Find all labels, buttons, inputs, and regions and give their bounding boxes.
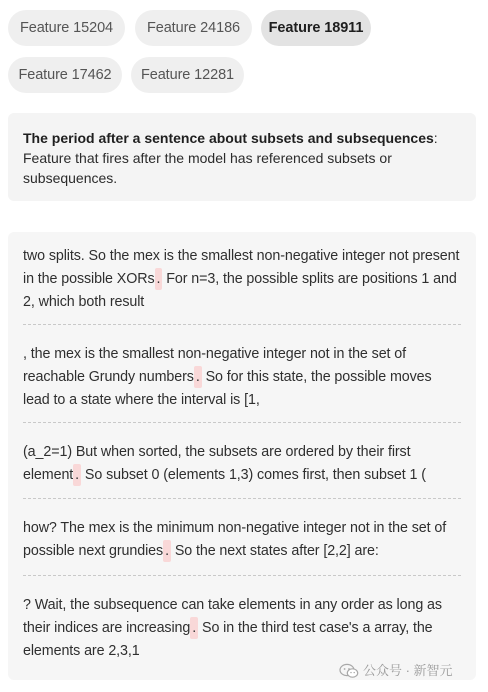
example-text-before: , the mex is the smallest non-negative integer not in the set of reachable Grundy numbers — [23, 346, 407, 385]
tab-feature-24186[interactable]: Feature 24186 — [135, 10, 252, 46]
example-text-before: (a_2=1) But when sorted, the subsets are ordered by their first element — [23, 444, 411, 483]
example-text-before: how? The mex is the minimum non-negative integer not in the set of possible next grundies — [23, 520, 447, 559]
feature-title: The period after a sentence about subsets and subsequences — [23, 130, 434, 146]
activation-examples — [8, 232, 476, 680]
feature-description: Feature that fires after the model has referenced subsets or subsequences. — [23, 150, 392, 186]
watermark — [339, 660, 453, 682]
example-divider — [23, 575, 461, 576]
example-text-before: ? Wait, the subsequence can take elements in any order as long as their indices are increasing — [23, 597, 442, 636]
tab-feature-12281[interactable]: Feature 12281 — [131, 57, 244, 93]
example-item — [23, 594, 461, 663]
example-text-after: So for this state, the possible moves lead to a state where the interval is [1, — [23, 369, 432, 408]
highlighted-token: . — [163, 540, 171, 562]
example-item — [23, 441, 461, 487]
highlighted-token: . — [73, 464, 81, 486]
example-text-after: So in the third test case's a array, the elements are 2,3,1 — [23, 620, 433, 659]
example-divider — [23, 498, 461, 499]
example-divider — [23, 324, 461, 325]
example-text-after: For n=3, the possible splits are positions 1 and 2, which both result — [23, 271, 457, 310]
feature-description-card — [8, 113, 476, 201]
example-item — [23, 245, 461, 314]
example-item — [23, 517, 461, 563]
example-divider — [23, 422, 461, 423]
feature-title-separator: : — [433, 130, 438, 146]
highlighted-token: . — [190, 617, 198, 639]
watermark-text: 公众号 · 新智元 — [363, 663, 453, 678]
highlighted-token: . — [155, 268, 163, 290]
highlighted-token: . — [194, 366, 202, 388]
tab-feature-17462[interactable]: Feature 17462 — [8, 57, 122, 93]
example-text-before: two splits. So the mex is the smallest non-negative integer not present in the possible XORs — [23, 248, 460, 287]
example-item — [23, 343, 461, 412]
wechat-icon — [339, 663, 359, 679]
tab-feature-15204[interactable]: Feature 15204 — [8, 10, 125, 46]
example-text-after: So subset 0 (elements 1,3) comes first, then subset 1 ( — [81, 467, 426, 483]
example-text-after: So the next states after [2,2] are: — [170, 543, 379, 559]
tab-feature-18911[interactable]: Feature 18911 — [261, 10, 371, 46]
